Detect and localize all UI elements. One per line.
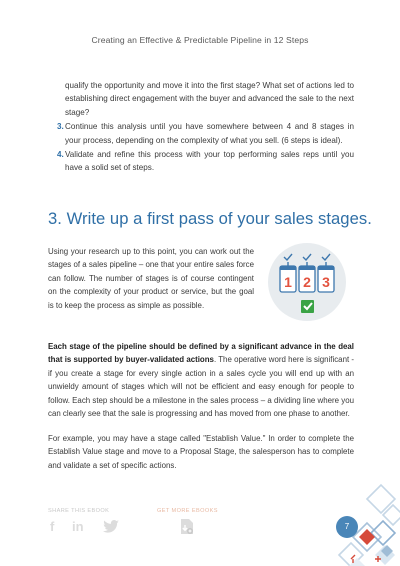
list-item bbox=[48, 120, 354, 147]
paragraph-text: . The operative word here is significant - if you create a stage for every single action in a sales cycle you will end up with an unwieldy amount of stages which will not be efficient and easy enough for people to follow. Each step should be a milestone in the sales process – a dividing line where you can clearly see that the sale is progressing and has moved from one phase to another. bbox=[48, 355, 355, 419]
bold-statement: Each stage of the pipeline should be defined by a significant advance in the deal that is supported by buyer-validated actions bbox=[48, 342, 354, 365]
body-paragraph bbox=[48, 340, 354, 420]
share-label: SHARE THIS EBOOK bbox=[48, 508, 110, 514]
twitter-icon[interactable] bbox=[103, 520, 119, 536]
pipeline-checklist-icon bbox=[268, 243, 346, 321]
body-paragraph: For example, you may have a stage called "Establish Value." In order to complete the Establish Value stage and move to a Proposal Stage, the salesperson has to complete and validate a set of specific actions. bbox=[48, 434, 354, 470]
section-heading: 3. Write up a first pass of your sales stages. bbox=[48, 209, 372, 228]
intro-paragraph: Using your research up to this point, you can work out the stages of a sales pipeline – one that your entire sales force can follow. The number of stages is of course contingent on the complexity of your product or service, but the goal is to keep the process as simple as possible. bbox=[48, 247, 254, 310]
digit-3: 3 bbox=[322, 274, 330, 290]
digit-1: 1 bbox=[284, 274, 292, 290]
list-item bbox=[48, 79, 354, 119]
page-number-badge: 7 bbox=[336, 516, 358, 538]
list-item-number: 4. bbox=[57, 150, 64, 160]
get-more-ebooks-link[interactable]: GET MORE EBOOKS bbox=[157, 508, 218, 514]
steps-list bbox=[48, 79, 354, 175]
running-header: Creating an Effective & Predictable Pipeline in 12 Steps bbox=[91, 35, 309, 45]
list-item-text: Continue this analysis until you have somewhere between 4 and 8 stages in your process, depending on the complexity of what you sell. (6 steps is ideal). bbox=[65, 122, 354, 145]
list-item-text: qualify the opportunity and move it into the first stage? What set of actions led to establishing direct engagement with the buyer and advanced the sale to the next stage? bbox=[65, 81, 354, 117]
download-ebook-icon[interactable] bbox=[180, 519, 194, 538]
pipeline-illustration bbox=[268, 243, 346, 321]
list-item bbox=[48, 148, 354, 175]
list-item-text: Validate and refine this process with your top performing sales reps until you have a solid set of steps. bbox=[65, 150, 354, 173]
digit-2: 2 bbox=[303, 274, 311, 290]
list-item-number: 3. bbox=[57, 122, 64, 132]
facebook-icon[interactable]: f bbox=[50, 519, 55, 534]
linkedin-icon[interactable]: in bbox=[72, 519, 84, 534]
